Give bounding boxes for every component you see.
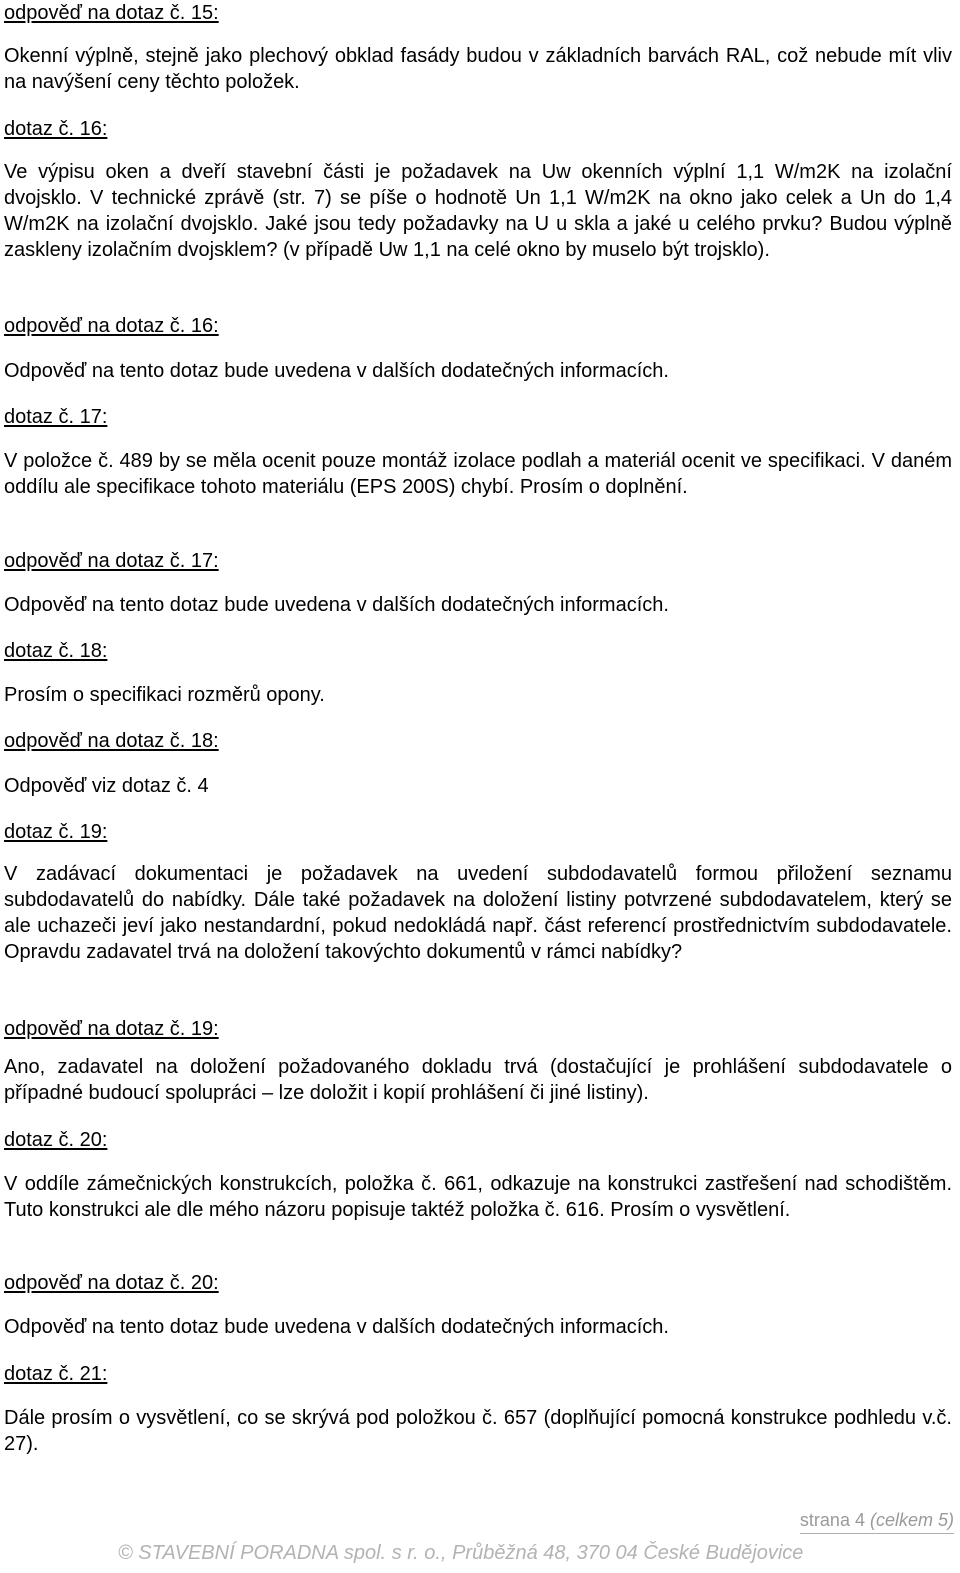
question-heading-19: dotaz č. 19: — [4, 821, 108, 843]
question-text-19: V zadávací dokumentaci je požadavek na uvedení subdodavatelů formou přiložení seznamu subdodavatelů do nabídky. Dále také požadavek na doložení listiny potvrzené subdodavatelem, který se ale uchazeči jeví jako nestandardní, pokud nedokládá např. část referencí prostřednictvím subdodavatele. Opravdu zadavatel trvá na doložení takovýchto dokumentů v rámci nabídky? — [4, 863, 952, 963]
question-heading-18: dotaz č. 18: — [4, 640, 108, 662]
page-number-label: strana 4 — [799, 1510, 865, 1530]
question-heading-20: dotaz č. 20: — [4, 1129, 108, 1151]
question-heading-17: dotaz č. 17: — [4, 406, 108, 428]
answer-text-16: Odpověď na tento dotaz bude uvedena v dalších dodatečných informacích. — [4, 360, 669, 382]
page-footer — [0, 1508, 960, 1573]
question-text-16: Ve výpisu oken a dveří stavební části je požadavek na Uw okenních výplní 1,1 W/m2K na izolační dvojsklo. V technické zprávě (str. 7) se píše o hodnotě Un 1,1 W/m2K na okno jako celek a Un do 1,4 W/m2K na izolační dvojsklo. Jaké jsou tedy požadavky na U u skla a jaké u celého prvku? Budou výplně zaskleny izolačním dvojsklem? (v případě Uw 1,1 na celé okno by muselo být trojsklo). — [4, 161, 952, 261]
question-text-20: V oddíle zámečnických konstrukcích, položka č. 661, odkazuje na konstrukci zastřešení nad schodištěm. Tuto konstrukci ale dle mého názoru popisuje taktéž položka č. 616. Prosím o vysvětlení. — [4, 1173, 952, 1221]
answer-heading-17: odpověď na dotaz č. 17: — [4, 550, 219, 572]
answer-heading-15: odpověď na dotaz č. 15: — [4, 2, 219, 24]
answer-heading-20: odpověď na dotaz č. 20: — [4, 1272, 219, 1294]
answer-heading-19: odpověď na dotaz č. 19: — [4, 1018, 219, 1040]
answer-text-15: Okenní výplně, stejně jako plechový obklad fasády budou v základních barvách RAL, což nebude mít vliv na navýšení ceny těchto položek. — [4, 45, 952, 93]
answer-heading-16: odpověď na dotaz č. 16: — [4, 315, 219, 337]
page-total: (celkem 5) — [869, 1510, 954, 1530]
answer-text-17: Odpověď na tento dotaz bude uvedena v dalších dodatečných informacích. — [4, 594, 669, 616]
answer-text-19: Ano, zadavatel na doložení požadovaného dokladu trvá (dostačující je prohlášení subdodavatele o případné budoucí spolupráci – lze doložit i kopií prohlášení či jiné listiny). — [4, 1056, 952, 1104]
company-footer-text: © STAVEBNÍ PORADNA spol. s r. o., Průběžná 48, 370 04 České Budějovice — [118, 1542, 804, 1564]
question-heading-16: dotaz č. 16: — [4, 118, 108, 140]
question-text-21: Dále prosím o vysvětlení, co se skrývá pod položkou č. 657 (doplňující pomocná konstrukce podhledu v.č. 27). — [4, 1407, 952, 1455]
answer-text-20: Odpověď na tento dotaz bude uvedena v dalších dodatečných informacích. — [4, 1316, 669, 1338]
question-heading-21: dotaz č. 21: — [4, 1363, 108, 1385]
question-text-17: V položce č. 489 by se měla ocenit pouze montáž izolace podlah a materiál ocenit ve specifikaci. V daném oddílu ale specifikace tohoto materiálu (EPS 200S) chybí. Prosím o doplnění. — [4, 450, 952, 498]
page-number — [800, 1510, 954, 1534]
answer-text-18: Odpověď viz dotaz č. 4 — [4, 775, 209, 797]
question-text-18: Prosím o specifikaci rozměrů opony. — [4, 684, 325, 706]
answer-heading-18: odpověď na dotaz č. 18: — [4, 730, 219, 752]
